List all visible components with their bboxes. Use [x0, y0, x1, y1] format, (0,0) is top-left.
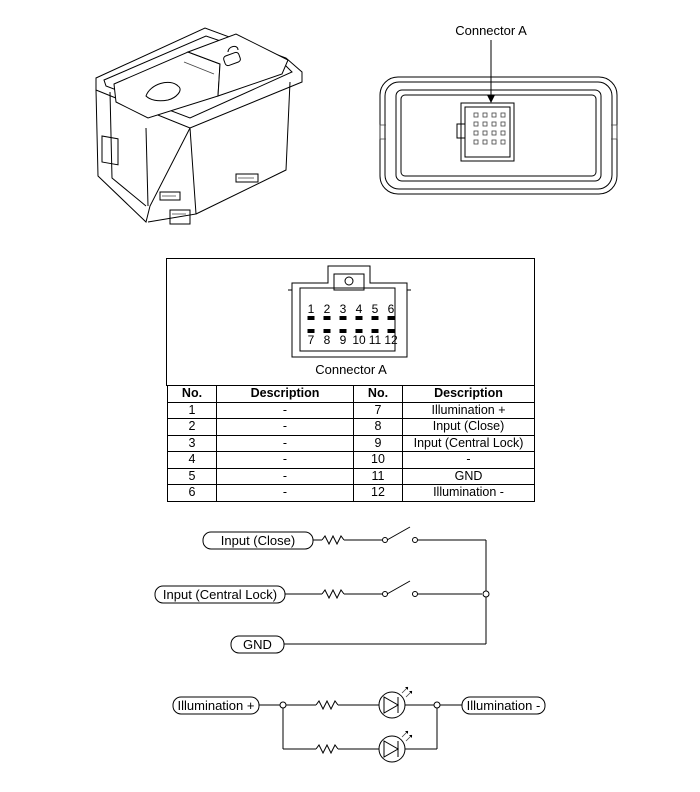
pin-label: 1	[307, 302, 315, 316]
header-description: Description	[217, 386, 354, 403]
pin-label: 9	[339, 333, 347, 347]
pin-description: -	[217, 485, 354, 502]
pin-label: 6	[387, 302, 395, 316]
pin-terminal	[340, 316, 347, 320]
switch-contact	[387, 527, 410, 540]
pin-number: 8	[354, 419, 403, 436]
pin-row-bottom	[308, 329, 398, 347]
header-no: No.	[168, 386, 217, 403]
table-row	[168, 485, 535, 502]
junction-node	[483, 591, 489, 597]
pin-terminal	[356, 316, 363, 320]
pin-terminal	[388, 316, 395, 320]
pin-number: 9	[354, 435, 403, 452]
pin-description: Input (Central Lock)	[403, 435, 535, 452]
pin-description: Input (Close)	[403, 419, 535, 436]
pin-number: 11	[354, 468, 403, 485]
resistor-symbol	[322, 536, 344, 544]
led-symbol	[379, 692, 405, 718]
pin-number: 4	[168, 452, 217, 469]
header-description: Description	[403, 386, 535, 403]
pin-label: 12	[384, 333, 398, 347]
pin-number: 10	[354, 452, 403, 469]
resistor-symbol	[322, 590, 344, 598]
pin-number: 3	[168, 435, 217, 452]
label-input-close: Input (Close)	[220, 533, 296, 548]
pin-terminal	[372, 316, 379, 320]
pin-number: 2	[168, 419, 217, 436]
pin-description: -	[217, 452, 354, 469]
pin-description: GND	[403, 468, 535, 485]
switch-circuit	[155, 527, 489, 653]
illumination-circuit	[173, 687, 545, 762]
pin-number: 7	[354, 402, 403, 419]
pin-number: 5	[168, 468, 217, 485]
label-illumination-minus: Illumination -	[466, 698, 541, 713]
pin-label: 5	[371, 302, 379, 316]
table-row	[168, 402, 535, 419]
pin-label: 3	[339, 302, 347, 316]
pin-description: -	[217, 435, 354, 452]
pin-description: Illumination +	[403, 402, 535, 419]
pin-label: 10	[352, 333, 366, 347]
header-no: No.	[354, 386, 403, 403]
pin-row-top	[308, 302, 395, 320]
pin-terminal	[372, 329, 379, 333]
resistor-symbol	[316, 701, 338, 709]
pin-label: 11	[368, 333, 382, 347]
connector-callout-label: Connector A	[455, 23, 527, 38]
led-symbol	[379, 736, 405, 762]
pin-number: 6	[168, 485, 217, 502]
pin-number: 1	[168, 402, 217, 419]
pin-description: -	[217, 419, 354, 436]
pin-terminal	[388, 329, 395, 333]
connector-pinout	[167, 259, 535, 386]
pin-terminal	[356, 329, 363, 333]
label-input-central-lock: Input (Central Lock)	[162, 587, 278, 602]
pin-number: 12	[354, 485, 403, 502]
pin-label: 8	[323, 333, 331, 347]
pin-label: 2	[323, 302, 331, 316]
pin-description-table	[167, 385, 535, 502]
connector-caption: Connector A	[315, 362, 387, 377]
pin-terminal	[324, 329, 331, 333]
table-row	[168, 452, 535, 469]
junction-node	[280, 702, 286, 708]
table-row	[168, 419, 535, 436]
pin-label: 4	[355, 302, 363, 316]
pin-description: Illumination -	[403, 485, 535, 502]
pin-description: -	[217, 468, 354, 485]
switch-contact	[387, 581, 410, 594]
junction-node	[434, 702, 440, 708]
table-header-row	[168, 386, 535, 403]
table-row	[168, 468, 535, 485]
pin-terminal	[324, 316, 331, 320]
label-illumination-plus: Illumination +	[177, 698, 255, 713]
pin-terminal	[308, 329, 315, 333]
pin-label: 7	[307, 333, 315, 347]
pin-terminal	[308, 316, 315, 320]
switch-illustration	[96, 28, 302, 224]
table-row	[168, 435, 535, 452]
label-gnd: GND	[243, 637, 272, 652]
pin-description: -	[217, 402, 354, 419]
pin-description: -	[403, 452, 535, 469]
resistor-symbol	[316, 745, 338, 753]
pin-terminal	[340, 329, 347, 333]
connector-rear-view	[380, 23, 617, 194]
